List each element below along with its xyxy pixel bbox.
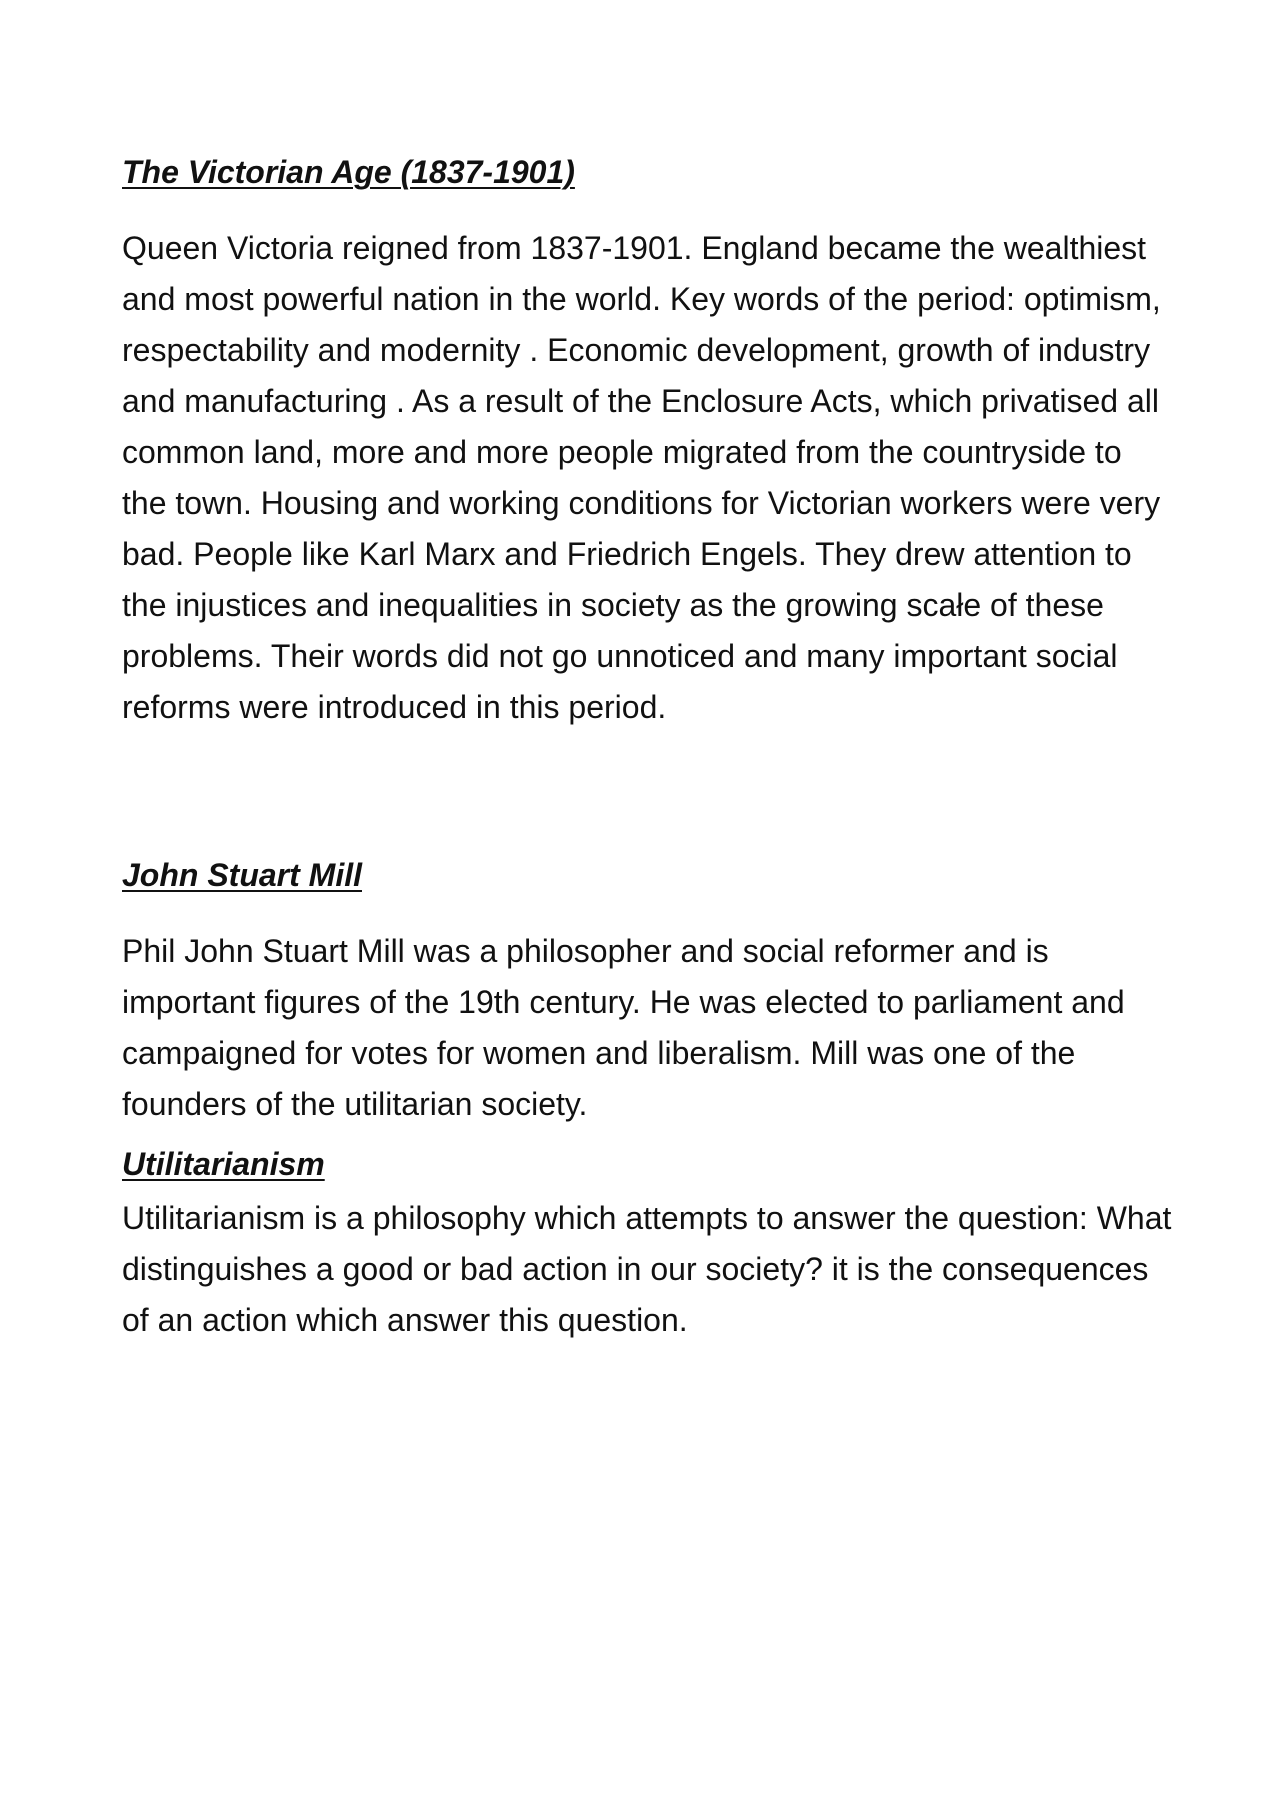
section-heading-victorian-age: The Victorian Age (1837-1901): [122, 154, 575, 190]
section-heading-utilitarianism: Utilitarianism: [122, 1146, 325, 1182]
section-body-utilitarianism: Utilitarianism is a philosophy which attempts to answer the question: What distinguishes a good or bad action in our society? it is the consequences of an action which answer this question.: [122, 1200, 1172, 1338]
section-heading-john-stuart-mill: John Stuart Mill: [122, 857, 362, 893]
section-body-john-stuart-mill: Phil John Stuart Mill was a philosopher and social reformer and is important figures of the 19th century. He was elected to parliament and campaigned for votes for women and liberalism. Mill was one of the founders of the utilitarian society.: [122, 933, 1125, 1122]
section-body-victorian-age: Queen Victoria reigned from 1837-1901. England became the wealthiest and most powerful nation in the world. Key words of the period: optimism, respectability and modernity . Economic development, growth of industry and manufacturing . As a result of the Enclosure Acts, which privatised all common land, more and more people migrated from the countryside to the town. Housing and working conditions for Victorian workers were very bad. People like Karl Marx and Friedrich Engels. They drew attention to the injustices and inequalities in society as the growing scałe of these problems. Their words did not go unnoticed and many important social reforms were introduced in this period.: [122, 230, 1161, 725]
